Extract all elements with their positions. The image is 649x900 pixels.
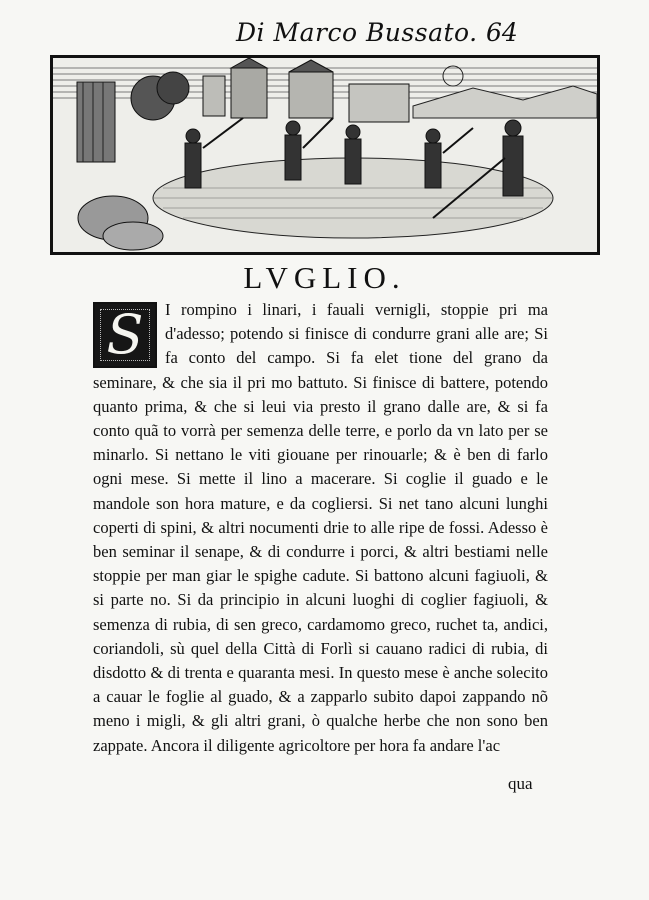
month-title: LVGLIO. [243,260,406,295]
drop-cap-letter: S [106,303,144,366]
body-paragraph: I rompino i linari, i fauali vernigli, stoppie pri ma d'adesso; potendo si finisce di condurre grani alle are; Si fa conto del campo. Si fa elet tione del grano da seminare, & che sia il pri mo battuto. Si finisce di battere, potendo quanto prima, & che si leui via presto il grano dalle are, & si fa conto quã to vorrà per semenza delle terre, e porlo da vn lato per se minarlo. Si nettano le viti giouane per rinouarle; & è ben di farlo ogni mese. Si mette il lino a macerare. Si coglie il guado e le mandole son hora mature, e da cogliersi. Si net tano alcuni lunghi coperti di spini, & altri nocumenti drie to alle ripe de fossi. Adesso è ben seminar il senape, & di condurre i porci, & altri bestiami nelle stoppie per man giar le spighe cadute. Si battono alcuni fagiuoli, & si parte no. Si da principio in alcuni luoghi di coglier fagiuoli, & semenza di rubia, di sen greco, cardamomo greco, ruchet ta, andici, coriandoli, sù quel della Città di Forlì si cauano radici di rubia, di disdotto & di trenta e quaranta mesi. In questo mese è anche solecito a cauar le foglie al guado, & a zapparlo subito dapoi zappando nõ meno i migli, & gli altri grani, ò qualche herbe che non sono ben zappate. Ancora il diligente agricoltore per hora fa andare l'ac [93,300,548,755]
catchword: qua [508,774,533,793]
page-number: 64 [486,18,518,47]
drop-cap-initial [93,302,157,368]
woodcut-illustration [50,55,600,255]
woodcut-harvest-scene-icon [53,58,597,252]
running-head: Di Marco Bussato. [236,18,478,47]
page-header [0,18,649,50]
body-text-block [93,298,548,758]
